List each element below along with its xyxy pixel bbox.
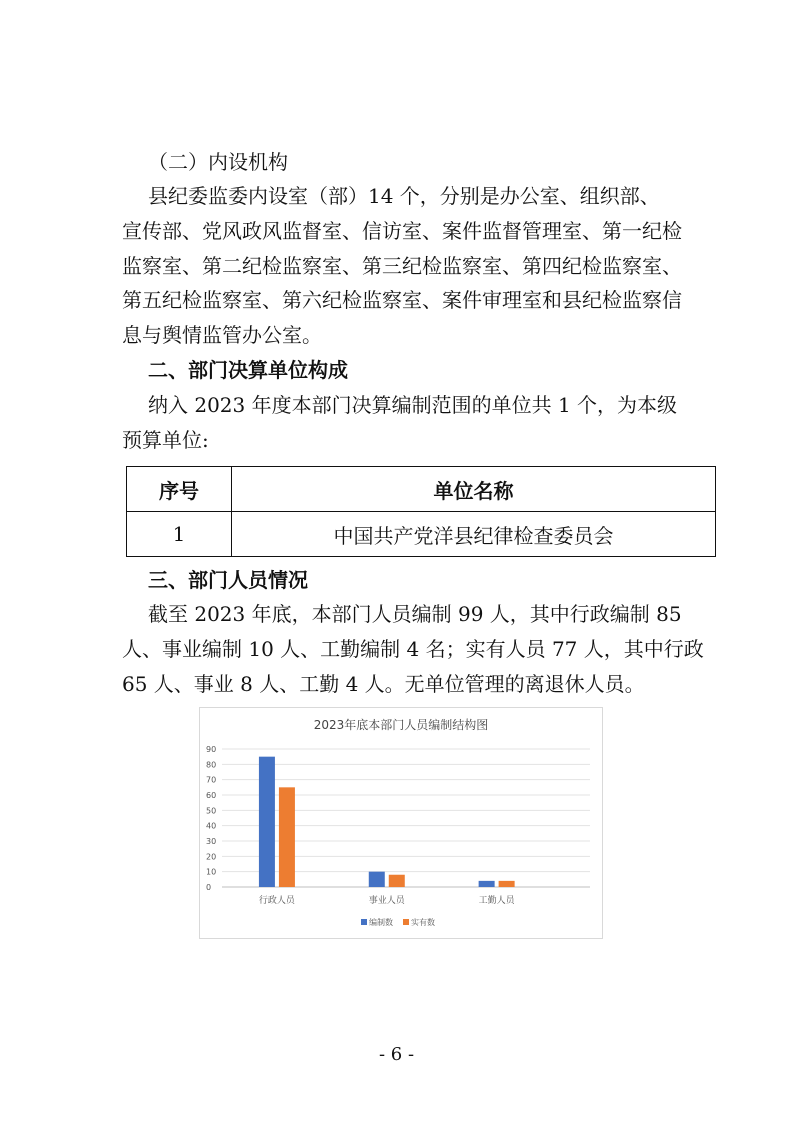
table-header-index: 序号 [127, 467, 232, 512]
paragraph-line: 65 人、事业 8 人、工勤 4 人。无单位管理的离退休人员。 [122, 672, 645, 696]
y-tick-label: 50 [206, 806, 217, 816]
y-tick-label: 90 [206, 745, 217, 754]
bar-planned [259, 757, 275, 887]
units-table [126, 466, 716, 557]
y-tick-label: 80 [206, 760, 217, 770]
page-number: - 6 - [378, 1044, 415, 1065]
y-tick-label: 70 [206, 775, 217, 785]
y-tick-label: 40 [206, 821, 217, 831]
x-tick-label: 行政人员 [258, 896, 295, 906]
legend-label: 编制数 [369, 918, 393, 927]
x-tick-label: 工勤人员 [478, 896, 515, 906]
legend-swatch [361, 919, 367, 925]
section-heading-internal: （二）内设机构 [148, 150, 288, 174]
paragraph-line: 监察室、第二纪检监察室、第三纪检监察室、第四纪检监察室、 [122, 254, 682, 278]
paragraph-line: 第五纪检监察室、第六纪检监察室、案件审理室和县纪检监察信 [122, 288, 682, 312]
y-tick-label: 10 [206, 867, 217, 877]
y-tick-label: 30 [206, 837, 217, 846]
bar-planned [479, 881, 495, 887]
bar-planned [369, 872, 385, 887]
y-tick-label: 60 [206, 791, 217, 800]
table-header-unit-name: 单位名称 [232, 467, 716, 512]
section-heading-units: 二、部门决算单位构成 [148, 358, 348, 382]
table-cell-index: 1 [127, 512, 232, 557]
paragraph-line: 纳入 2023 年度本部门决算编制范围的单位共 1 个，为本级 [148, 393, 678, 417]
bar-actual [499, 881, 515, 887]
paragraph-line: 截至 2023 年底，本部门人员编制 99 人，其中行政编制 85 [148, 602, 682, 626]
legend-label: 实有数 [411, 918, 435, 927]
chart-title: 2023年底本部门人员编制结构图 [313, 718, 489, 732]
table-cell-unit-name: 中国共产党洋县纪律检查委员会 [232, 512, 716, 557]
table-header-row [127, 467, 716, 512]
chart-svg [200, 708, 602, 938]
x-tick-label: 事业人员 [368, 896, 405, 906]
section-heading-staff: 三、部门人员情况 [148, 568, 308, 592]
bar-actual [279, 787, 295, 887]
paragraph-line: 县纪委监委内设室（部）14 个，分别是办公室、组织部、 [148, 184, 660, 208]
staff-structure-chart [199, 707, 603, 939]
y-tick-label: 20 [206, 852, 217, 862]
paragraph-line: 宣传部、党风政风监督室、信访室、案件监督管理室、第一纪检 [122, 219, 682, 243]
paragraph-line: 息与舆情监管办公室。 [122, 323, 322, 347]
table-row [127, 512, 716, 557]
bar-actual [389, 875, 405, 887]
y-tick-label: 0 [206, 883, 212, 892]
paragraph-line: 人、事业编制 10 人、工勤编制 4 名；实有人员 77 人，其中行政 [122, 637, 704, 661]
paragraph-line: 预算单位: [122, 428, 209, 452]
legend-swatch [403, 919, 409, 925]
